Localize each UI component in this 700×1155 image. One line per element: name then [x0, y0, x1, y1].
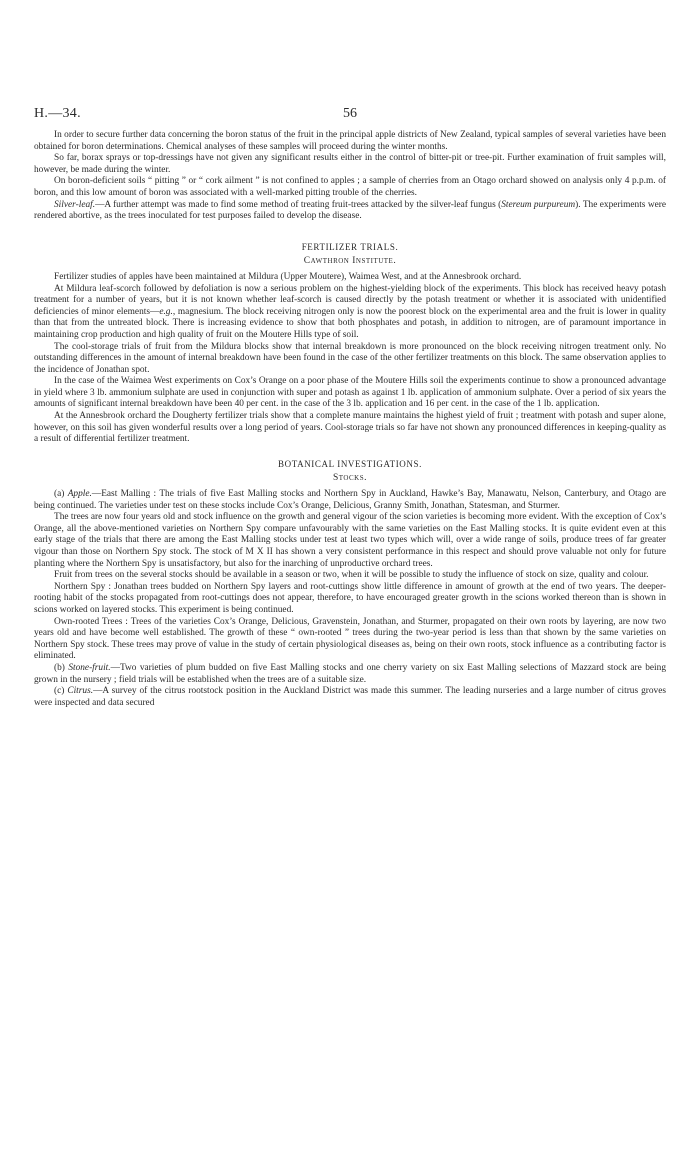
page-header: [34, 106, 666, 126]
run-in-heading: Apple.: [67, 489, 92, 500]
run-in-heading: Stone-fruit.: [68, 662, 111, 673]
page-body: [34, 130, 666, 709]
page-number: 56: [343, 106, 357, 121]
paragraph: Fruit from trees on the several stocks should be available in a season or two, when it will be possible to study the influence of stock on size, quality and colour.: [54, 570, 649, 581]
section-title: FERTILIZER TRIALS.: [301, 241, 399, 252]
paragraph: Own-rooted Trees : Trees of the varieties Cox’s Orange, Delicious, Gravenstein, Jonathan, and Sturmer, propagated on their own roots by layering, are now two years old and have become well established. The growth of these “ own-rooted ” trees during the two-year period is less than that shown by the same varieties on Northern Spy stock. These trees may prove of value in the study of certain physiological diseases as, being on their own roots, stock influence as a contributing factor is eliminated.: [34, 616, 666, 662]
run-in-heading: Citrus.: [67, 686, 94, 697]
paragraph: (b) Stone-fruit.—Two varieties of plum budded on five East Malling stocks and one cherry variety on six East Malling selections of Mazzard stock are being grown in the nursery ; field trials will be established when the trees are of a suitable size.: [34, 662, 666, 685]
paragraph: The cool-storage trials of fruit from the Mildura blocks show that internal breakdown is more pronounced on the block receiving nitrogen treatment only. No outstanding differences in the amount of internal breakdown have been found in the case of the other fertilizer treatments on this block. The same observation applies to the incidence of Jonathan spot.: [34, 341, 666, 375]
species-name: Stereum purpureum: [501, 199, 576, 210]
document-id: H.—34.: [34, 106, 81, 121]
paragraph: In the case of the Waimea West experiments on Cox’s Orange on a poor phase of the Moutere Hills soil the experiments continue to show a pronounced advantage in yield where 3 lb. ammonium sulphate are used in conjunction with super and potash as against 1 lb. application of ammonium sulphate. Over a period of six years the amounts of significant internal breakdown have been 40 per cent. in the case of the 3 lb. application and 16 per cent. in the case of the 1 lb. application.: [34, 376, 666, 410]
paragraph: (a) Apple.—East Malling : The trials of five East Malling stocks and Northern Spy in Auckland, Hawke’s Bay, Manawatu, Nelson, Canterbury, and Otago are being continued. The varieties under test on these stocks include Cox’s Orange, Delicious, Granny Smith, Jonathan, Statesman, and Sturmer.: [34, 489, 666, 511]
paragraph: So far, borax sprays or top-dressings have not given any significant results either in the control of bitter-pit or tree-pit. Further examination of fruit samples will, however, be made during the winter.: [34, 153, 666, 175]
section-subtitle: Cawthron Institute.: [303, 256, 397, 267]
paragraph: Northern Spy : Jonathan trees budded on Northern Spy layers and root-cuttings show little difference in amount of growth at the end of two years. The deeper-rooting habit of the stocks propagated from root-cuttings does not appear, therefore, to have encouraged greater growth in the scions worked thereon than is shown in scions worked on layered stocks. This experiment is being continued.: [34, 581, 666, 615]
paragraph: At Mildura leaf-scorch followed by defoliation is now a serious problem on the highest-yielding block of the experiments. This block has received heavy potash treatment for a number of years, but it is not known whether leaf-scorch is caused directly by the potash treatment or whether it is associated with unidentified deficiencies of minor elements—e.g., magnesium. The block receiving nitrogen only is now the poorest block on the experimental area and the fruit is lower in quality than that from the untreated block. There is increasing evidence to show that both phosphates and potash, in addition to nitrogen, are of paramount importance in maintaining crop production and high quality of fruit on the Moutere Hills type of soil.: [34, 283, 667, 340]
paragraph: Silver-leaf.—A further attempt was made to find some method of treating fruit-trees attacked by the silver-leaf fungus (Stereum purpureum). The experiments were rendered abortive, as the trees inoculated for test purposes failed to develop the disease.: [34, 199, 666, 222]
paragraph: Fertilizer studies of apples have been maintained at Mildura (Upper Moutere), Waimea West, and at the Annesbrook orchard.: [54, 271, 522, 282]
paragraph: On boron-deficient soils “ pitting ” or “ cork ailment ” is not confined to apples ; a sample of cherries from an Otago orchard showed on analysis only 4 p.p.m. of boron, and this low amount of boron was associated with a well-marked pitting trouble of the cherries.: [34, 176, 666, 198]
section-subtitle: Stocks.: [333, 473, 367, 484]
paragraph: At the Annesbrook orchard the Dougherty fertilizer trials show that a complete manure maintains the highest yield of fruit ; treatment with potash and super alone, however, on this soil has given wonderful results over a long period of years. Cool-storage trials so far have not shown any pronounced differences in keeping-quality as a result of differential fertilizer treatment.: [34, 411, 666, 445]
section-title: BOTANICAL INVESTIGATIONS.: [278, 458, 422, 469]
paragraph: In order to secure further data concerning the boron status of the fruit in the principal apple districts of New Zealand, typical samples of several varieties have been obtained for boron determinations. Chemical analyses of these samples will proceed during the winter months.: [34, 130, 666, 152]
paragraph: (c) Citrus.—A survey of the citrus rootstock position in the Auckland District was made this summer. The leading nurseries and a large number of citrus groves were inspected and data secured: [34, 686, 666, 708]
run-in-heading: Silver-leaf.: [54, 199, 96, 210]
paragraph: The trees are now four years old and stock influence on the growth and general vigour of the scion varieties is becoming more evident. With the exception of Cox’s Orange, all the above-mentioned varieties on Northern Spy compare unfavourably with the same varieties on the East Malling stocks. It is quite evident even at this early stage of the trials that there are among the East Malling stocks under test at least two types which will, over a wide range of soils, produce trees of far greater vigour than those on Northern Spy stock. The stock of M X II has shown a very consistent performance in this respect and should prove valuable not only for future planting where the Northern Spy is unsatisfactory, but also for the inarching of unproductive orchard trees.: [34, 512, 666, 569]
